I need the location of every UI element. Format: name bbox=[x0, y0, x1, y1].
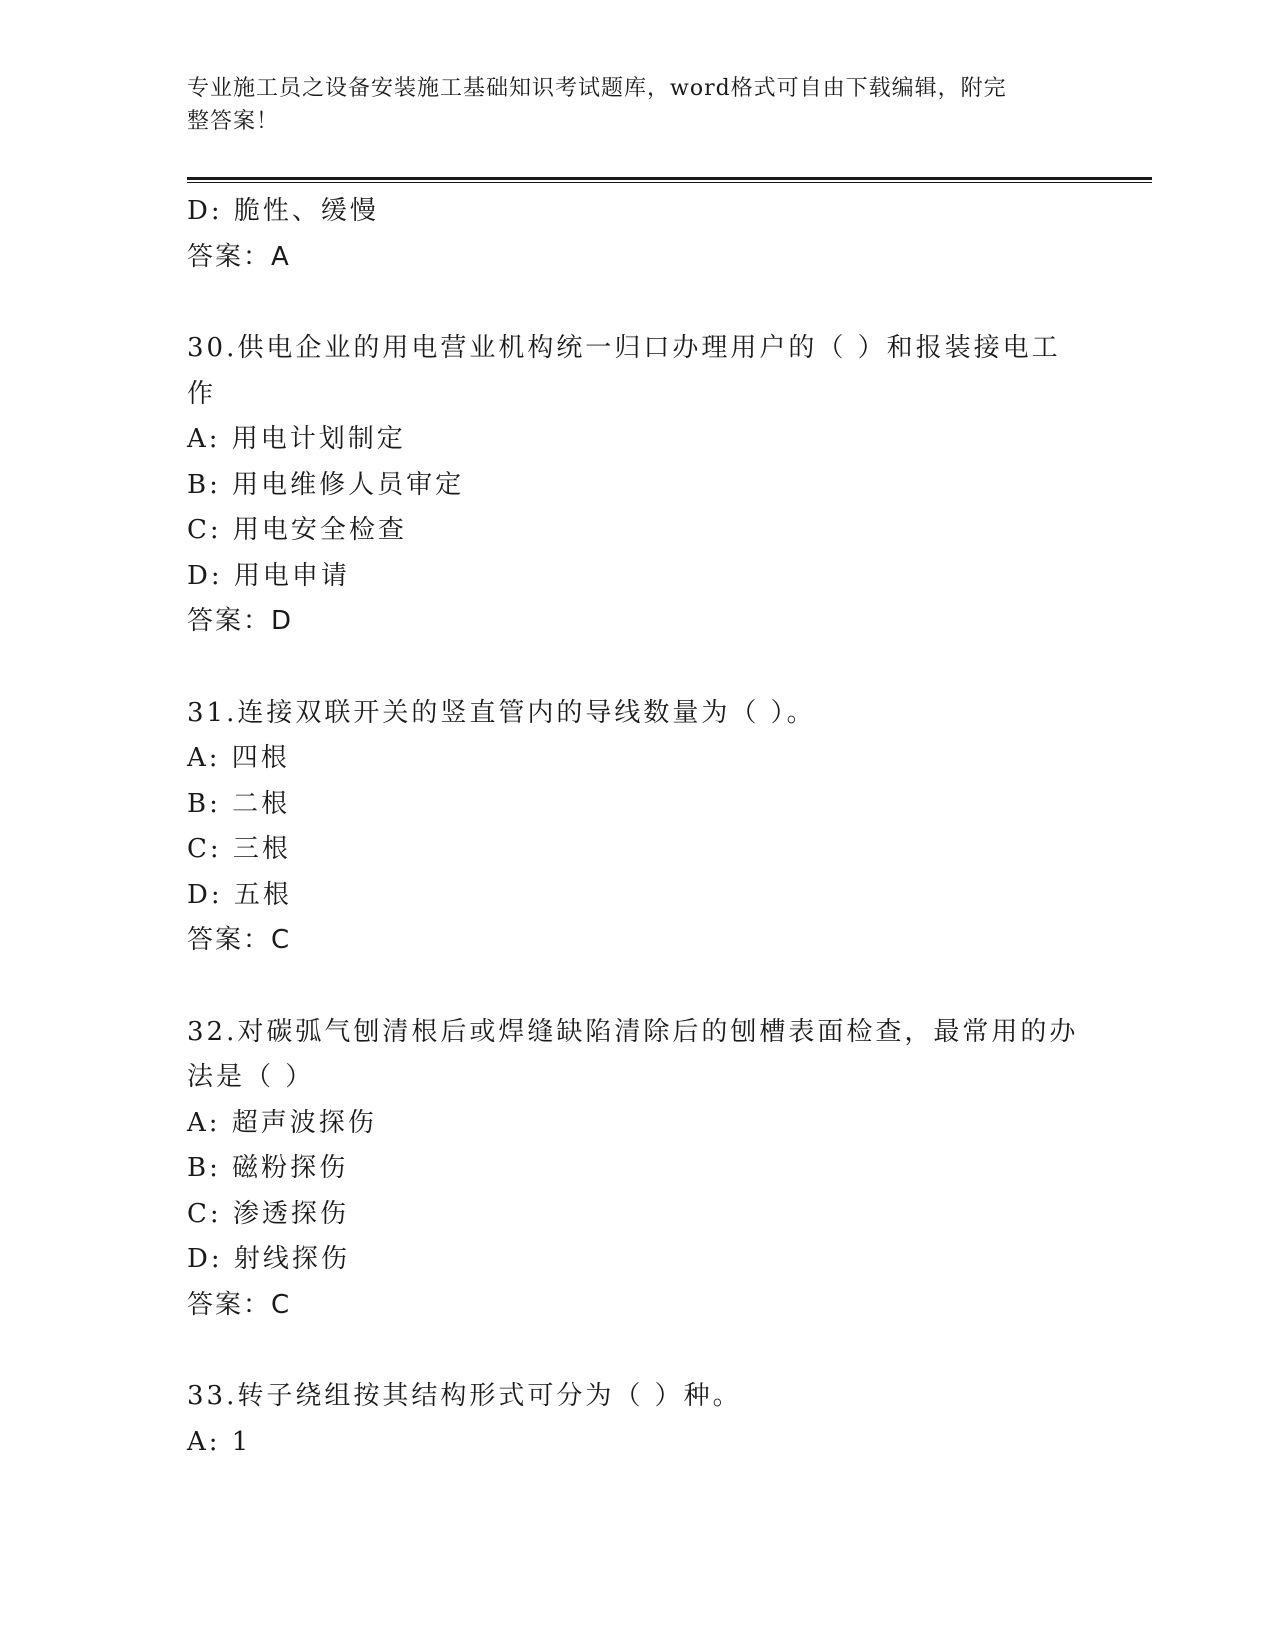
header-title-line-1: 专业施工员之设备安装施工基础知识考试题库，word格式可自由下载编辑，附完 bbox=[187, 76, 1007, 101]
question-stem: 31.连接双联开关的竖直管内的导线数量为（ ）。 bbox=[187, 697, 816, 728]
option-d: D: 脆性、缓慢 bbox=[187, 196, 379, 226]
option-d: D: 用电申请 bbox=[187, 560, 350, 591]
answer-line: 答案：C bbox=[187, 925, 292, 955]
spacer bbox=[187, 964, 1087, 1010]
spacer bbox=[187, 645, 1087, 691]
question-30 bbox=[187, 326, 1087, 645]
header-title-line-2: 整答案！ bbox=[187, 109, 280, 134]
option-d: D: 五根 bbox=[187, 879, 292, 910]
option-a: A: 超声波探伤 bbox=[187, 1107, 377, 1138]
header-divider-thin bbox=[187, 182, 1152, 183]
option-c: C: 用电安全检查 bbox=[187, 515, 407, 545]
answer-line: 答案：C bbox=[187, 1289, 292, 1320]
question-stem: 33.转子绕组按其结构形式可分为（ ）种。 bbox=[187, 1381, 742, 1411]
question-31 bbox=[187, 691, 1087, 964]
option-d: D: 射线探伤 bbox=[187, 1244, 350, 1274]
option-b: B: 用电维修人员审定 bbox=[187, 469, 465, 500]
question-stem-continued: 法是（ ） bbox=[187, 1062, 315, 1092]
question-content bbox=[187, 189, 1087, 1465]
question-stem: 32.对碳弧气刨清根后或焊缝缺陷清除后的刨槽表面检查，最常用的办 bbox=[187, 1016, 1079, 1047]
header-divider-thick bbox=[187, 177, 1152, 180]
spacer bbox=[187, 1328, 1087, 1374]
answer-line: 答案：D bbox=[187, 606, 294, 636]
option-c: C: 三根 bbox=[187, 834, 291, 864]
option-a: A: 1 bbox=[187, 1426, 252, 1457]
option-c: C: 渗透探伤 bbox=[187, 1198, 349, 1229]
option-b: B: 二根 bbox=[187, 788, 291, 819]
option-a: A: 用电计划制定 bbox=[187, 424, 406, 454]
option-b: B: 磁粉探伤 bbox=[187, 1153, 349, 1183]
spacer bbox=[187, 280, 1087, 326]
question-stem-continued: 作 bbox=[187, 378, 217, 409]
option-a: A: 四根 bbox=[187, 743, 290, 773]
question-32 bbox=[187, 1010, 1087, 1329]
answer-line: 答案：A bbox=[187, 241, 291, 272]
question-33 bbox=[187, 1374, 1087, 1465]
document-header bbox=[187, 72, 1067, 138]
question-stem: 30.供电企业的用电营业机构统一归口办理用户的（ ）和报装接电工 bbox=[187, 333, 1061, 363]
